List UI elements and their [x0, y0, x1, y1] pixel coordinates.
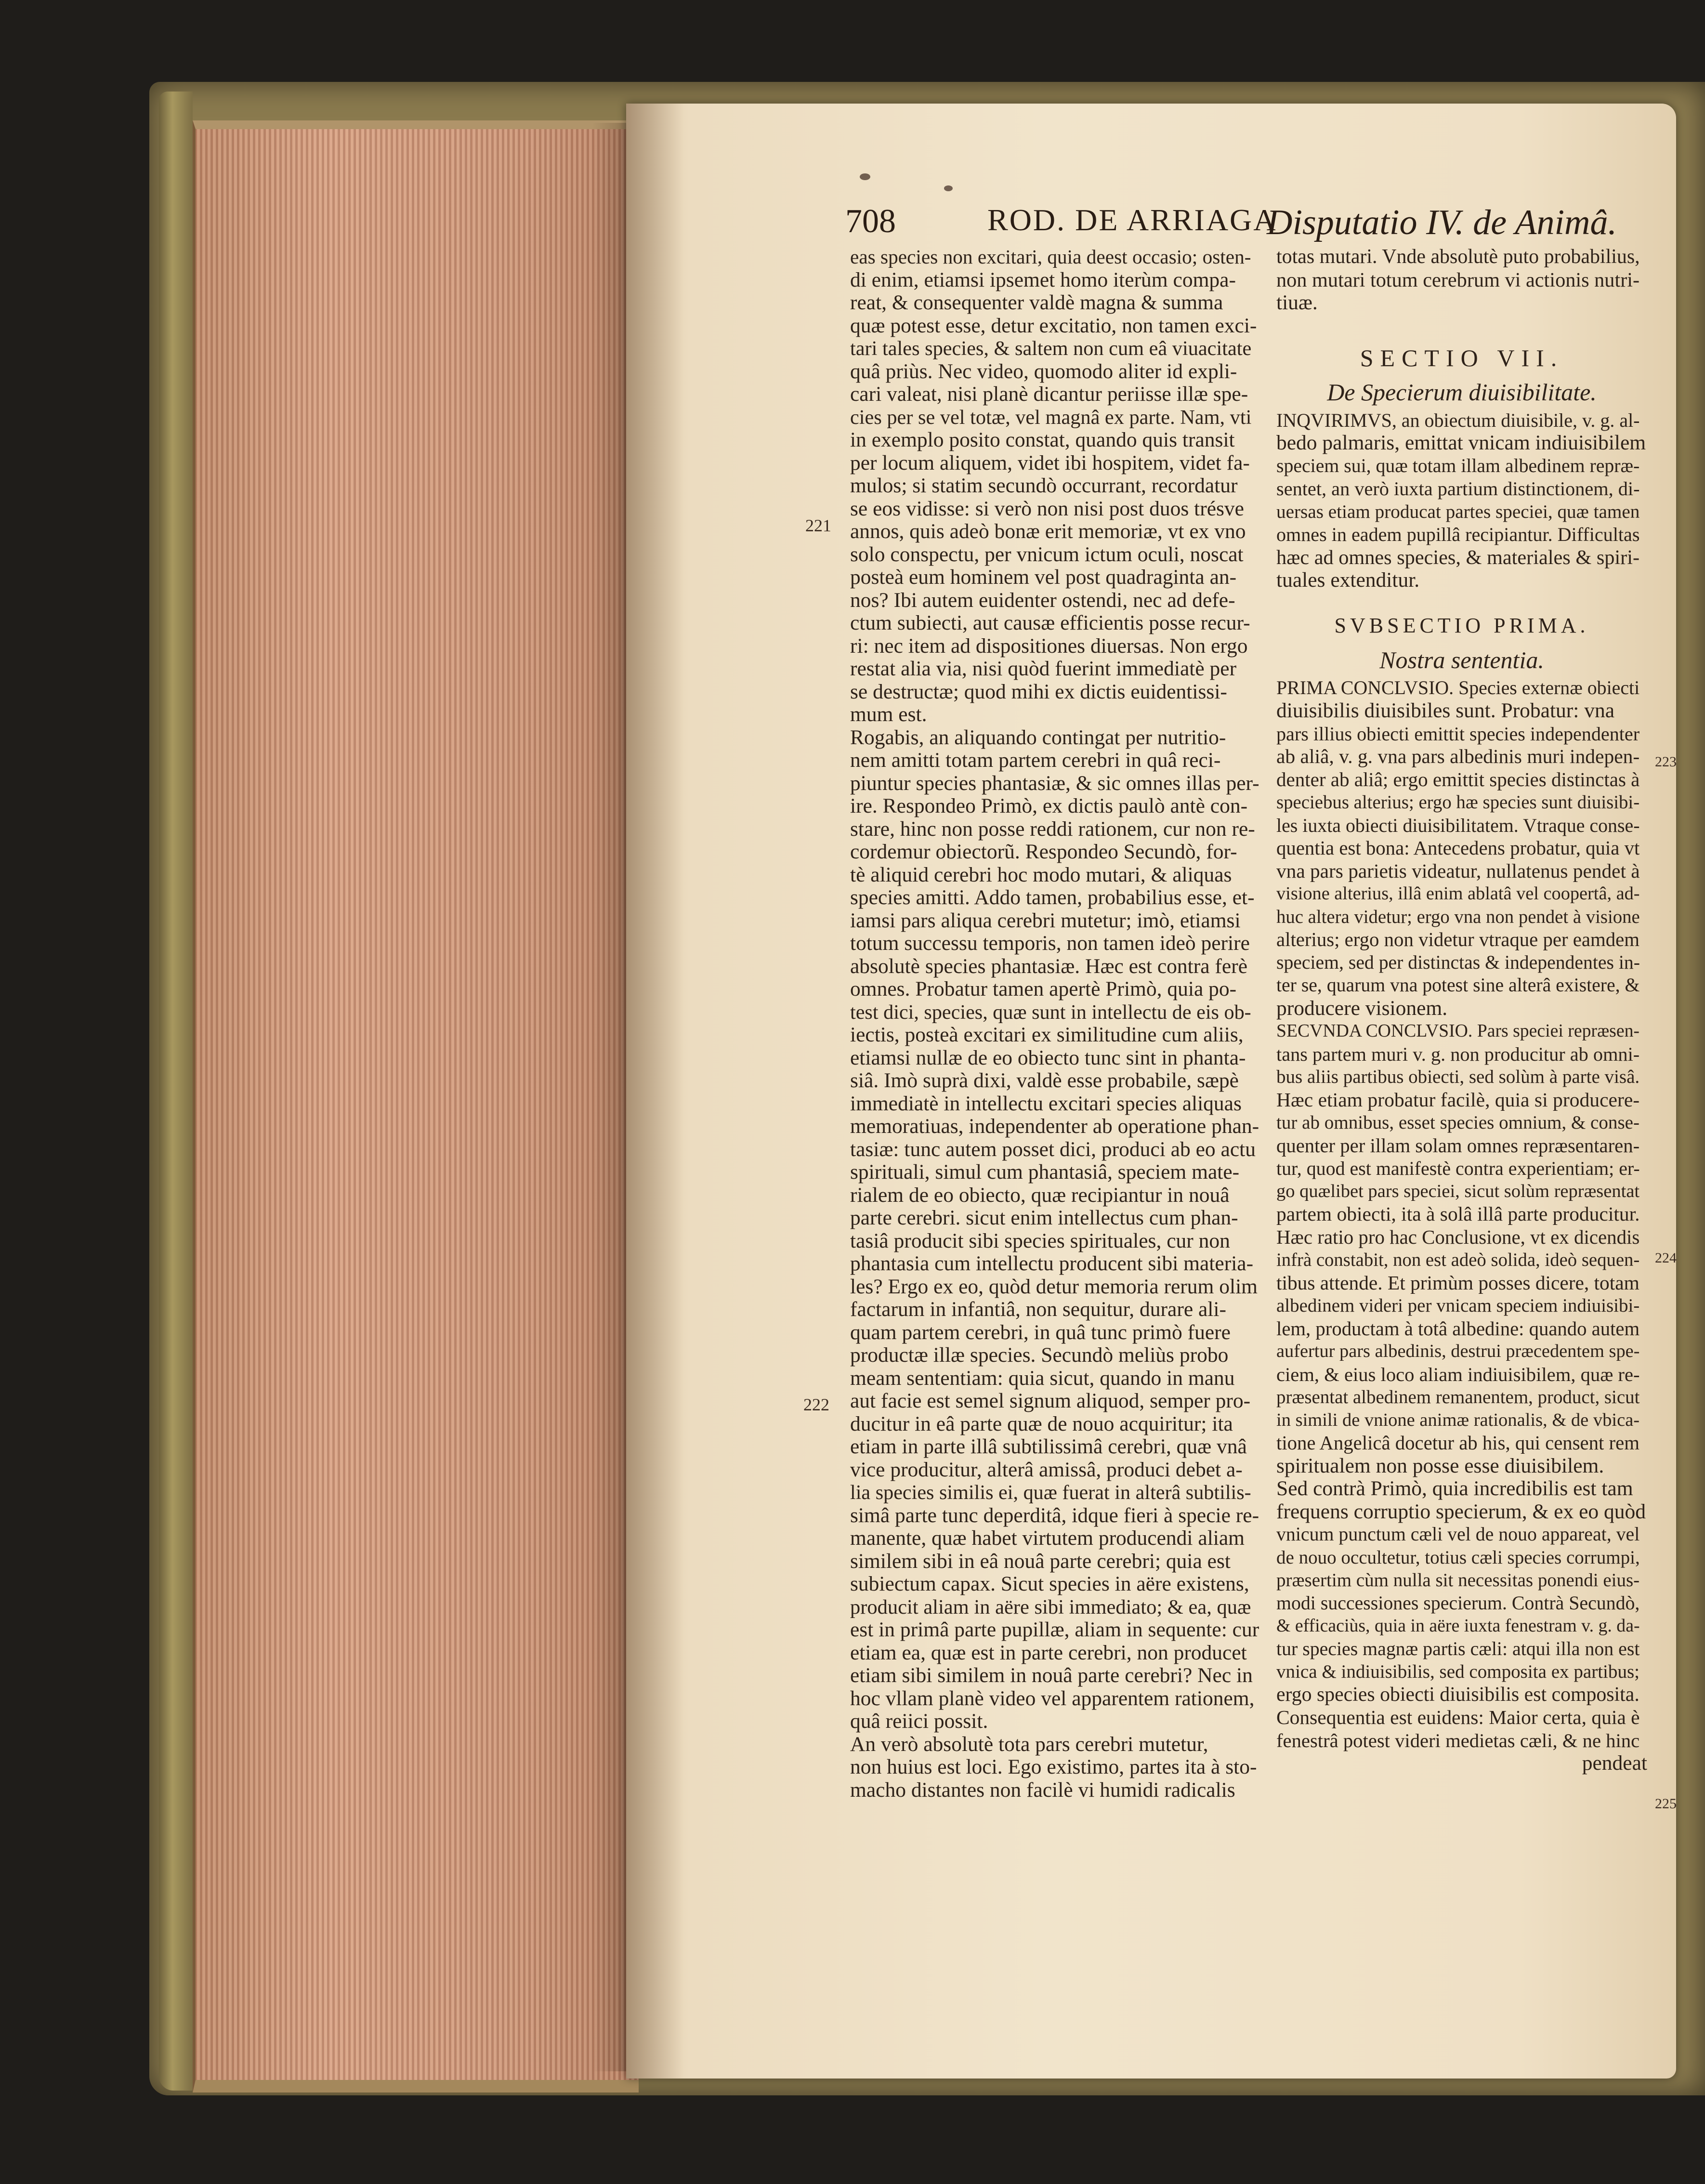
text-line: phantasia cum intellectu producent sibi materia-: [850, 1252, 1254, 1275]
subsection-heading: SVBSECTIO PRIMA.: [1334, 613, 1589, 637]
text-line: simâ parte tunc deperditâ, idque fieri à specie re-: [850, 1503, 1259, 1527]
text-line: quenter per illam solam omnes repræsentaren-: [1276, 1134, 1640, 1157]
text-line: non mutari totum cerebrum vi actionis nutri-: [1276, 268, 1640, 291]
text-line: omnes in eadem pupillâ recipiantur. Difficultas: [1276, 524, 1640, 545]
text-line: An verò absolutè tota pars cerebri mutetur,: [850, 1732, 1208, 1756]
text-line: nem amitti totam partem cerebri in quâ reci-: [850, 749, 1221, 772]
text-line: mum est.: [850, 703, 927, 726]
text-line: in exemplo posito constat, quando quis transit: [850, 428, 1235, 451]
text-line: les? Ergo ex eo, quòd detur memoria rerum olim: [850, 1275, 1258, 1298]
running-head-author: ROD. DE ARRIAGA: [987, 203, 1277, 237]
text-line: tans partem muri v. g. non producitur ab omni-: [1276, 1043, 1640, 1065]
text-line: manente, quæ habet virtutem producendi aliam: [850, 1526, 1245, 1550]
text-line: speciem, sed per distinctas & independentes in-: [1276, 951, 1640, 973]
text-line: vnica & indiuisibilis, sed composita ex partibus;: [1276, 1661, 1640, 1682]
text-line: piuntur species phantasiæ, & sic omnes illas per-: [850, 771, 1259, 795]
text-line: di enim, etiamsi ipsemet homo iterùm compa-: [850, 268, 1236, 291]
right-text-column: [1276, 246, 1647, 1775]
text-line: sentet, an verò iuxta partium distinctionem, di-: [1276, 478, 1640, 500]
text-line: de nouo occultetur, totius cæli species corrumpi,: [1276, 1547, 1640, 1568]
text-line: species amitti. Addo tamen, probabilius esse, et-: [850, 886, 1255, 909]
text-line: vnicum punctum cæli vel de nouo appareat, vel: [1276, 1524, 1640, 1545]
text-line: in simili de vnione animæ rationalis, & de vbica-: [1276, 1409, 1640, 1430]
text-line: alterius; ergo non videtur vtraque per eamdem: [1276, 929, 1640, 950]
text-line: bedo palmaris, emittat vnicam indiuisibilem: [1276, 431, 1646, 454]
text-line: SECVNDA CONCLVSIO. Pars speciei repræsen-: [1276, 1021, 1639, 1041]
text-line: producit aliam in aëre sibi immediato; & ea, quæ: [850, 1595, 1251, 1618]
margin-number: 221: [805, 516, 831, 535]
text-line: spiritualem non posse esse diuisibilem.: [1276, 1454, 1604, 1477]
text-line: ab aliâ, v. g. vna pars albedinis muri indepen-: [1276, 745, 1640, 767]
text-line: ergo species obiecti diuisibilis est composita.: [1276, 1683, 1639, 1706]
page-number: 708: [845, 203, 896, 240]
text-line: iamsi pars aliqua cerebri mutetur; imò, etiamsi: [850, 908, 1241, 932]
text-line: speciebus alterius; ergo hæ species sunt diuisibi-: [1276, 792, 1640, 813]
text-line: modi successiones specierum. Contrà Secundò,: [1276, 1592, 1640, 1614]
text-line: non huius est loci. Ego existimo, partes ita à sto-: [850, 1755, 1257, 1778]
text-line: hoc vllam planè video vel apparentem rationem,: [850, 1686, 1255, 1710]
text-line: tione Angelicâ docetur ab his, qui censent rem: [1276, 1432, 1639, 1454]
text-line: absolutè species phantasiæ. Hæc est contra ferè: [850, 954, 1248, 978]
text-line: ducitur in eâ parte quæ de nouo acquiritur; ita: [850, 1412, 1233, 1435]
text-line: tiuæ.: [1276, 291, 1318, 314]
margin-number: 222: [803, 1395, 829, 1414]
text-line: tasiâ producit sibi species spirituales, cur non: [850, 1229, 1230, 1252]
text-line: se eos vidisse: si verò non nisi post duos trésve: [850, 497, 1244, 520]
left-text-column: [850, 246, 1259, 1802]
text-line: aut facie est semel signum aliquod, semper pro-: [850, 1389, 1251, 1412]
section-title: De Specierum diuisibilitate.: [1327, 378, 1597, 406]
text-line: Hæc ratio pro hac Conclusione, vt ex dicendis: [1276, 1226, 1640, 1248]
text-line: quam partem cerebri, in quâ tunc primò fuere: [850, 1320, 1231, 1344]
text-line: subiectum capax. Sicut species in aëre existens,: [850, 1572, 1249, 1595]
ink-mark: [860, 173, 870, 180]
text-line: vna pars parietis videatur, nullatenus pendet à: [1276, 859, 1640, 882]
text-line: immediatè in intellectu excitari species aliquas: [850, 1092, 1242, 1115]
text-line: tur ab omnibus, esset species omnium, & conse-: [1276, 1112, 1639, 1133]
margin-number: 224: [1655, 1250, 1677, 1266]
subsection-title: Nostra sententia.: [1379, 646, 1544, 673]
text-line: per locum aliquem, videt ibi hospitem, videt fa-: [850, 451, 1250, 474]
text-line: factarum in infantiâ, non sequitur, durare ali-: [850, 1298, 1226, 1321]
running-head-title: Disputatio IV. de Animâ.: [1267, 203, 1617, 242]
text-line: lem, productam à totâ albedine: quando autem: [1276, 1317, 1640, 1340]
text-line: productæ illæ species. Secundò meliùs probo: [850, 1343, 1229, 1367]
text-line: bus aliis partibus obiecti, sed solùm à parte visâ.: [1276, 1066, 1640, 1087]
text-line: mulos; si statim secundò occurrant, recordatur: [850, 474, 1238, 497]
subsection-body: [1276, 677, 1647, 1752]
text-line: Hæc etiam probatur facilè, quia si producere-: [1276, 1088, 1640, 1111]
text-line: tur species magnæ partis cæli: atqui illa non est: [1276, 1638, 1640, 1659]
text-line: test dici, species, quæ sunt in intellectu de eis ob-: [850, 1000, 1251, 1024]
text-line: ire. Respondeo Primò, ex dictis paulò antè con-: [850, 794, 1248, 817]
text-line: est in primâ parte pupillæ, aliam in sequente: cur: [850, 1618, 1259, 1641]
text-line: rialem de eo obiecto, quæ recipiantur in nouâ: [850, 1183, 1230, 1207]
text-line: memoratiuas, independenter ab operatione phan-: [850, 1115, 1259, 1138]
text-line: visione alterius, illâ enim ablatâ vel coopertâ, ad-: [1276, 883, 1640, 904]
text-line: ri: nec item ad dispositiones diuersas. Non ergo: [850, 634, 1248, 658]
text-line: producere visionem.: [1276, 996, 1448, 1020]
text-line: tasiæ: tunc autem posset dici, produci ab eo actu: [850, 1137, 1256, 1161]
text-line: stare, hinc non posse reddi rationem, cur non re-: [850, 817, 1255, 841]
text-line: & efficaciùs, quia in aëre iuxta fenestram v. g. da-: [1276, 1616, 1640, 1636]
text-line: ctum subiecti, aut causæ efficientis posse recur-: [850, 611, 1250, 634]
text-line: posteà eum hominem vel post quadraginta an-: [850, 566, 1237, 589]
text-line: omnes. Probatur tamen apertè Primò, quia po-: [850, 977, 1237, 1000]
text-line: Consequentia est euidens: Maior certa, quia è: [1276, 1706, 1640, 1728]
text-line: quâ priùs. Nec video, quomodo aliter id expli-: [850, 359, 1237, 383]
text-line: totum successu temporis, non tamen ideò perire: [850, 932, 1250, 955]
text-line: quâ reiici possit.: [850, 1710, 988, 1733]
text-line: tibus attende. Et primùm posses dicere, totam: [1276, 1271, 1639, 1294]
text-line: pars illius obiecti emittit species independenter: [1276, 723, 1640, 745]
text-line: totas mutari. Vnde absolutè puto probabilius,: [1276, 246, 1640, 268]
text-line: annos, quis adeò bonæ erit memoriæ, vt ex vno: [850, 520, 1246, 543]
text-line: Sed contrà Primò, quia incredibilis est tam: [1276, 1477, 1633, 1500]
section-heading: SECTIO VII.: [1360, 344, 1564, 371]
text-line: Rogabis, an aliquando contingat per nutritio-: [850, 725, 1226, 749]
gutter-shadow: [626, 104, 684, 2079]
text-line: præsentat albedinem remanentem, product, sicut: [1276, 1387, 1640, 1408]
text-line: les iuxta obiecti diuisibilitatem. Vtraque conse-: [1276, 814, 1640, 836]
text-line: eas species non excitari, quia deest occasio; osten-: [850, 246, 1251, 268]
text-line: quæ potest esse, detur excitatio, non tamen exci-: [850, 314, 1257, 337]
text-line: tuales extenditur.: [1276, 568, 1420, 592]
text-line: albedinem videri per vnicam speciem indiuisibi-: [1276, 1295, 1640, 1316]
text-line: denter ab aliâ; ergo emittit species distinctas à: [1276, 768, 1640, 790]
text-line: diuisibilis diuisibiles sunt. Probatur: vna: [1276, 699, 1615, 722]
text-line: tari tales species, & saltem non cum eâ viuacitate: [850, 337, 1252, 360]
page-block-fore-edge: [193, 120, 639, 2092]
section-body: [1276, 409, 1647, 592]
text-line: cordemur obiectorũ. Respondeo Secundò, for-: [850, 840, 1237, 863]
text-line: vice producitur, alterâ amissâ, produci debet a-: [850, 1458, 1243, 1481]
text-line: frequens corruptio specierum, & ex eo quòd: [1276, 1500, 1646, 1523]
text-line: etiam ea, quæ est in parte cerebri, non producet: [850, 1641, 1247, 1664]
right-column-top-lines: [1276, 246, 1647, 315]
text-line: siâ. Imò suprà dixi, valdè esse probabile, sæpè: [850, 1069, 1239, 1092]
text-line: nos? Ibi autem euidenter ostendi, nec ad defe-: [850, 588, 1235, 612]
text-line: ter se, quarum vna potest sine alterâ existere, &: [1276, 974, 1640, 996]
text-line: cari valeat, nisi planè dicantur periisse illæ spe-: [850, 382, 1248, 406]
text-line: parte cerebri. sicut enim intellectus cum phan-: [850, 1206, 1238, 1229]
ink-mark: [944, 185, 953, 191]
text-line: speciem sui, quæ totam illam albedinem repræ-: [1276, 455, 1640, 476]
text-line: cies per se vel totæ, vel magnâ ex parte. Nam, vti: [850, 406, 1252, 429]
text-line: quentia est bona: Antecedens probatur, quia vt: [1276, 837, 1640, 859]
text-line: PRIMA CONCLVSIO. Species externæ obiecti: [1276, 677, 1640, 698]
cover-edge: [159, 92, 193, 2091]
text-line: ciem, & eius loco aliam indiuisibilem, quæ re-: [1276, 1363, 1640, 1385]
text-line: partem obiecti, ita à solâ illâ parte producitur.: [1276, 1203, 1640, 1225]
text-line: aufertur pars albedinis, destrui præcedentem spe-: [1276, 1341, 1640, 1361]
text-line: go quælibet pars speciei, sicut solùm repræsentat: [1276, 1181, 1640, 1201]
text-line: etiam in parte illâ subtilissimâ cerebri, quæ vnâ: [850, 1435, 1247, 1458]
text-line: meam sententiam: quia sicut, quando in manu: [850, 1366, 1235, 1390]
text-line: macho distantes non facilè vi humidi radicalis: [850, 1778, 1235, 1802]
text-line: etiamsi nullæ de eo obiecto tunc sint in phanta-: [850, 1046, 1246, 1069]
text-line: solo conspectu, per vnicum ictum oculi, noscat: [850, 542, 1244, 566]
text-line: hæc ad omnes species, & materiales & spiri-: [1276, 546, 1640, 569]
text-line: similem sibi in eâ nouâ parte cerebri; quia est: [850, 1549, 1231, 1573]
text-line: INQVIRIMVS, an obiectum diuisibile, v. g. al-: [1276, 409, 1640, 431]
text-line: restat alia via, nisi quòd fuerint immediatè per: [850, 657, 1237, 680]
text-line: tur, quod est manifestè contra experientiam; er-: [1276, 1158, 1640, 1179]
text-line: uersas etiam producat partes speciei, quæ tamen: [1276, 501, 1640, 522]
text-line: se destructæ; quod mihi ex dictis euidentissi-: [850, 680, 1227, 703]
text-line: etiam sibi similem in nouâ parte cerebri? Nec in: [850, 1664, 1253, 1687]
text-line: reat, & consequenter valdè magna & summa: [850, 291, 1223, 314]
text-line: iectis, posteà excitari ex similitudine cum aliis,: [850, 1023, 1244, 1046]
margin-number: 225: [1655, 1796, 1677, 1812]
text-line: lia species similis ei, quæ fuerat in alterâ subtilis-: [850, 1481, 1251, 1504]
text-line: huc altera videtur; ergo vna non pendet à visione: [1276, 906, 1640, 927]
text-line: spirituali, simul cum phantasiâ, speciem mate-: [850, 1160, 1240, 1184]
text-line: præsertim cùm nulla sit necessitas ponendi eius-: [1276, 1570, 1640, 1591]
text-line: fenestrâ potest videri medietas cæli, & ne hinc: [1276, 1729, 1640, 1751]
margin-number: 223: [1655, 754, 1677, 770]
catchword: pendeat: [1582, 1751, 1647, 1775]
text-line: infrà constabit, non est adeò solida, ideò sequen-: [1276, 1250, 1640, 1270]
text-line: tè aliquid cerebri hoc modo mutari, & aliquas: [850, 863, 1232, 886]
